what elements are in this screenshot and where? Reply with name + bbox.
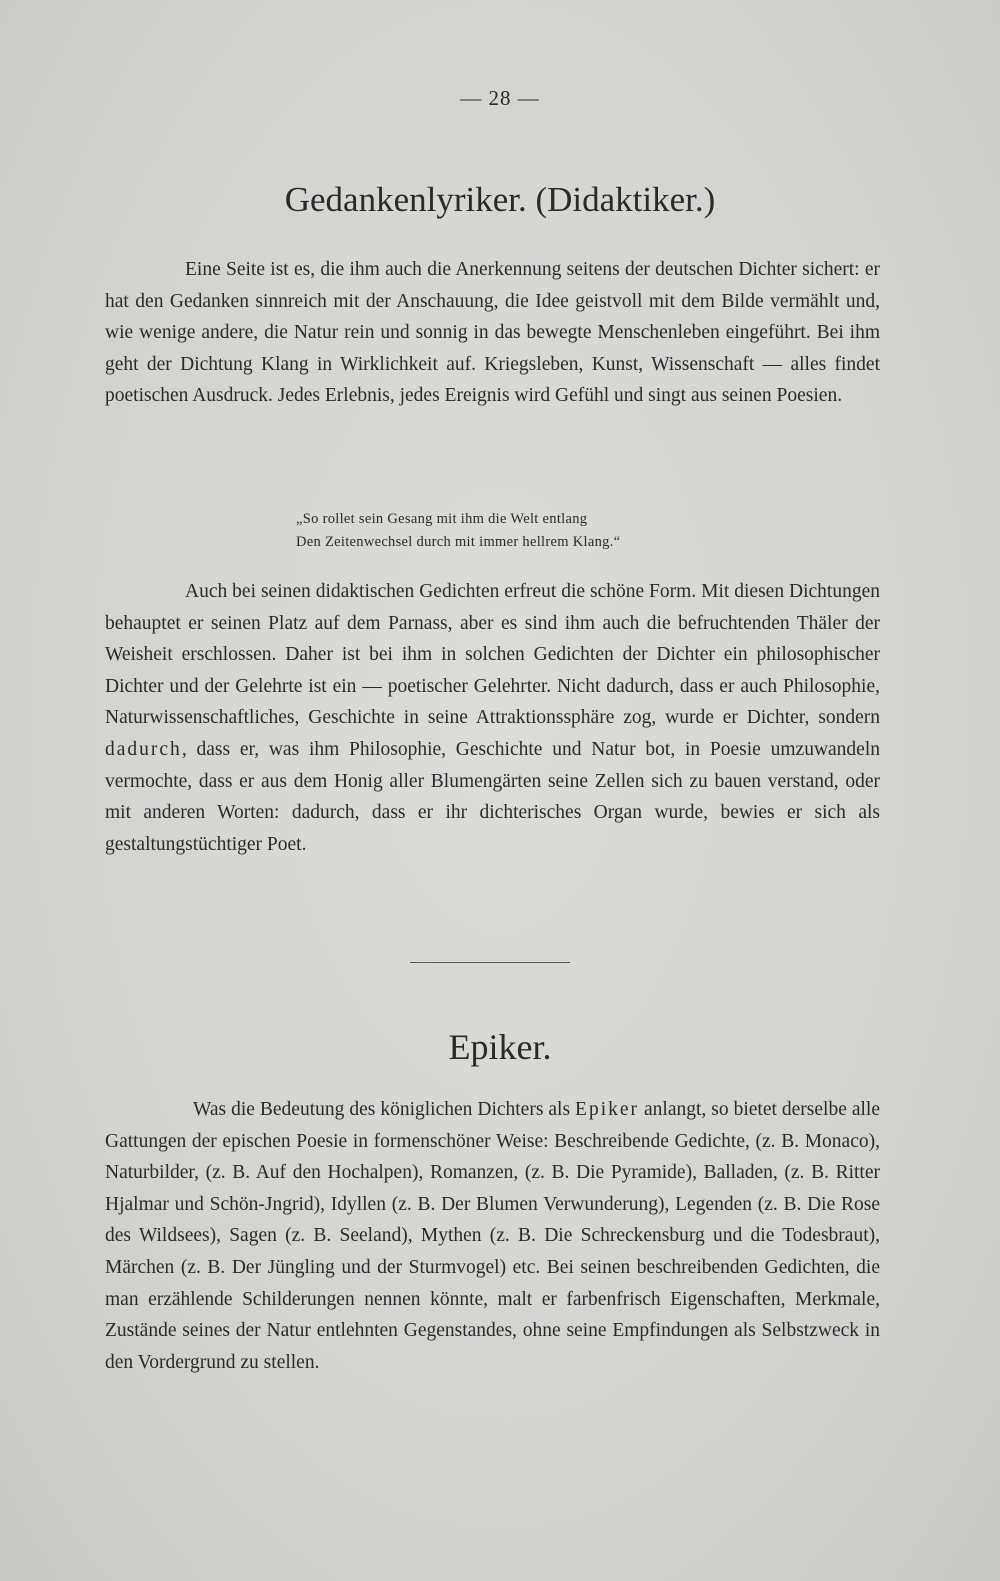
paragraph-epiker bbox=[105, 1094, 880, 1378]
paragraph-didaktik-text-1: Auch bei seinen didaktischen Gedichten erfreut die schöne Form. Mit diesen Dichtungen behauptet er seinen Platz auf dem Parnass, aber es sind ihm auch die befruchtenden Thäler der Weisheit erschlossen. Daher ist bei ihm in solchen Gedichten der Dichter ein philosophischer Dichter und der Gelehrte ist ein — poetischer Gelehrter. Nicht dadurch, dass er auch Philosophie, Naturwissenschaftliches, Geschichte in seine Attraktionssphäre zog, wurde er Dichter, sondern bbox=[105, 581, 880, 729]
verse-line-1: „So rollet sein Gesang mit ihm die Welt entlang bbox=[296, 511, 588, 527]
paragraph-didaktik-text-2: , dass er, was ihm Philosophie, Geschichte und Natur bot, in Poesie umzuwandeln vermochte, dass er aus dem Honig aller Blumengärten seine Zellen sich zu bauen verstand, oder mit anderen Worten: dadurch, dass er ihr dichterisches Organ wurde, bewies er sich als gestaltungstüchtiger Poet. bbox=[105, 738, 880, 855]
page-number: — 28 — bbox=[460, 86, 540, 110]
paragraph-epiker-text-1: Was die Bedeutung des königlichen Dichters als bbox=[193, 1099, 576, 1120]
section-title-epiker: Epiker. bbox=[448, 1027, 552, 1067]
verse-quote bbox=[296, 508, 620, 554]
paragraph-didaktik bbox=[105, 576, 880, 860]
section-title-gedankenlyriker: Gedankenlyriker. (Didaktiker.) bbox=[284, 180, 716, 219]
paragraph-epiker-emphasis: Epiker bbox=[575, 1099, 640, 1120]
verse-line-2: Den Zeitenwechsel durch mit immer hellrem Klang.“ bbox=[296, 534, 621, 550]
paragraph-epiker-text-2: anlangt, so bietet derselbe alle Gattungen der epischen Poesie in formenschöner Weise: Beschreibende Gedichte, (z. B. Monaco), Naturbilder, (z. B. Auf den Hochalpen), Romanzen, (z. B. Die Pyramide), Balladen, (z. B. Ritter Hjalmar und Schön-Jngrid), Idyllen (z. B. Der Blumen Verwunderung), Legenden (z. B. Die Rose des Wildsees), Sagen (z. B. Seeland), Mythen (z. B. Die Schreckensburg und die Todesbraut), Märchen (z. B. Der Jüngling und der Sturmvogel) etc. Bei seinen beschreibenden Gedichten, die man erzählende Schilderungen nennen könnte, malt er farbenfrisch Eigenschaften, Merkmale, Zustände seines der Natur entlehnten Gegenstandes, ohne seine Empfindungen als Selbstzweck in den Vordergrund zu stellen. bbox=[105, 1099, 880, 1373]
section-divider bbox=[410, 962, 570, 963]
paragraph-didaktik-emphasis: dadurch bbox=[105, 738, 182, 760]
paragraph-gedankenlyriker-intro: Eine Seite ist es, die ihm auch die Anerkennung seitens der deutschen Dichter sichert: er hat den Gedanken sinnreich mit der Anschauung, die Idee geistvoll mit dem Bilde vermählt und, wie wenige andere, die Natur rein und sonnig in das bewegte Menschenleben eingeführt. Bei ihm geht der Dichtung Klang in Wirklichkeit auf. Kriegsleben, Kunst, Wissenschaft — alles findet poetischen Ausdruck. Jedes Erlebnis, jedes Ereignis wird Gefühl und singt aus seinen Poesien. bbox=[105, 259, 880, 407]
